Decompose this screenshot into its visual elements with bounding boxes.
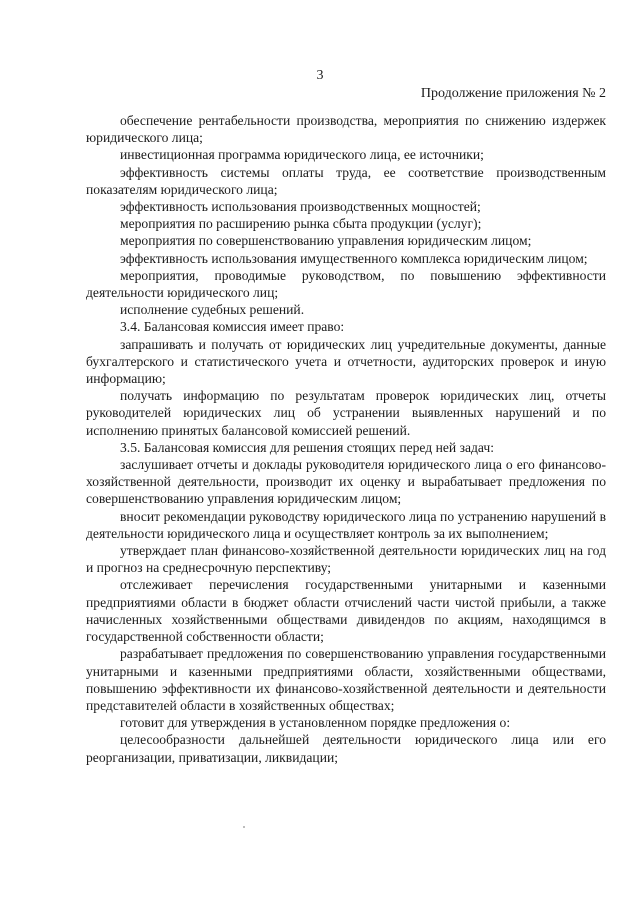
section-3-4-heading: 3.4. Балансовая комиссия имеет право:: [120, 319, 345, 335]
paragraph-3: эффективность системы оплаты труда, ее соответствие производственным показателям юридического лица;: [86, 164, 606, 197]
paragraph-5: мероприятия по расширению рынка сбыта продукции (услуг);: [120, 216, 482, 232]
section-3-5-heading: 3.5. Балансовая комиссия для решения стоящих перед ней задач:: [120, 439, 494, 455]
appendix-continuation-note: Продолжение приложения № 2: [420, 86, 606, 101]
paragraph-2: инвестиционная программа юридического лица, ее источники;: [120, 147, 484, 163]
paragraph-17: отслеживает перечисления государственными унитарными и казенными предприятиями области в бюджет области отчислений части чистой прибыли, а также начисленных хозяйственными обществами дивидендов по акциям, находящимся в государственной собственности области;: [86, 577, 606, 645]
paragraph-19: готовит для утверждения в установленном порядке предложения о:: [120, 715, 511, 731]
paragraph-11: запрашивать и получать от юридических лиц учредительные документы, данные бухгалтерского и статистического учета и отчетности, аудиторских проверок и иную информацию;: [86, 336, 606, 387]
paragraph-1: обеспечение рентабельности производства, мероприятия по снижению издержек юридического лица;: [86, 113, 606, 146]
paragraph-14: заслушивает отчеты и доклады руководителя юридического лица о его финансово-хозяйственной деятельности, производит их оценку и вырабатывает предложения по совершенствованию управления юридическим лицом;: [86, 457, 606, 507]
paragraph-4: эффективность использования производственных мощностей;: [120, 199, 481, 215]
paragraph-12: получать информацию по результатам проверок юридических лиц, отчеты руководителей юридических лиц об устранении выявленных нарушений и по исполнению принятых балансовой комиссией решений.: [86, 388, 606, 438]
paragraph-8: мероприятия, проводимые руководством, по повышению эффективности деятельности юридического лиц;: [86, 267, 606, 301]
document-body: [86, 112, 606, 766]
page-number: 3: [316, 68, 324, 83]
paragraph-15: вносит рекомендации руководству юридического лица по устранению нарушений в деятельности юридического лица и осуществляет контроль за их выполнением;: [86, 508, 606, 541]
paragraph-20: целесообразности дальнейшей деятельности юридического лица или его реорганизации, приватизации, ликвидации;: [86, 732, 606, 765]
paragraph-16: утверждает план финансово-хозяйственной деятельности юридических лиц на год и прогноз на среднесрочную перспективу;: [86, 543, 606, 576]
paragraph-7: эффективность использования имущественного комплекса юридическим лицом;: [120, 250, 588, 266]
paragraph-9: исполнение судебных решений.: [120, 302, 305, 318]
paragraph-6: мероприятия по совершенствованию управления юридическим лицом;: [120, 233, 532, 249]
paragraph-18: разрабатывает предложения по совершенствованию управления государственными унитарными и казенными предприятиями области, хозяйственными обществами, повышению эффективности их финансово-хозяйственной деятельности и деятельности представителей области в хозяйственных обществах;: [86, 646, 606, 713]
scan-artifact-dot: [243, 826, 245, 828]
